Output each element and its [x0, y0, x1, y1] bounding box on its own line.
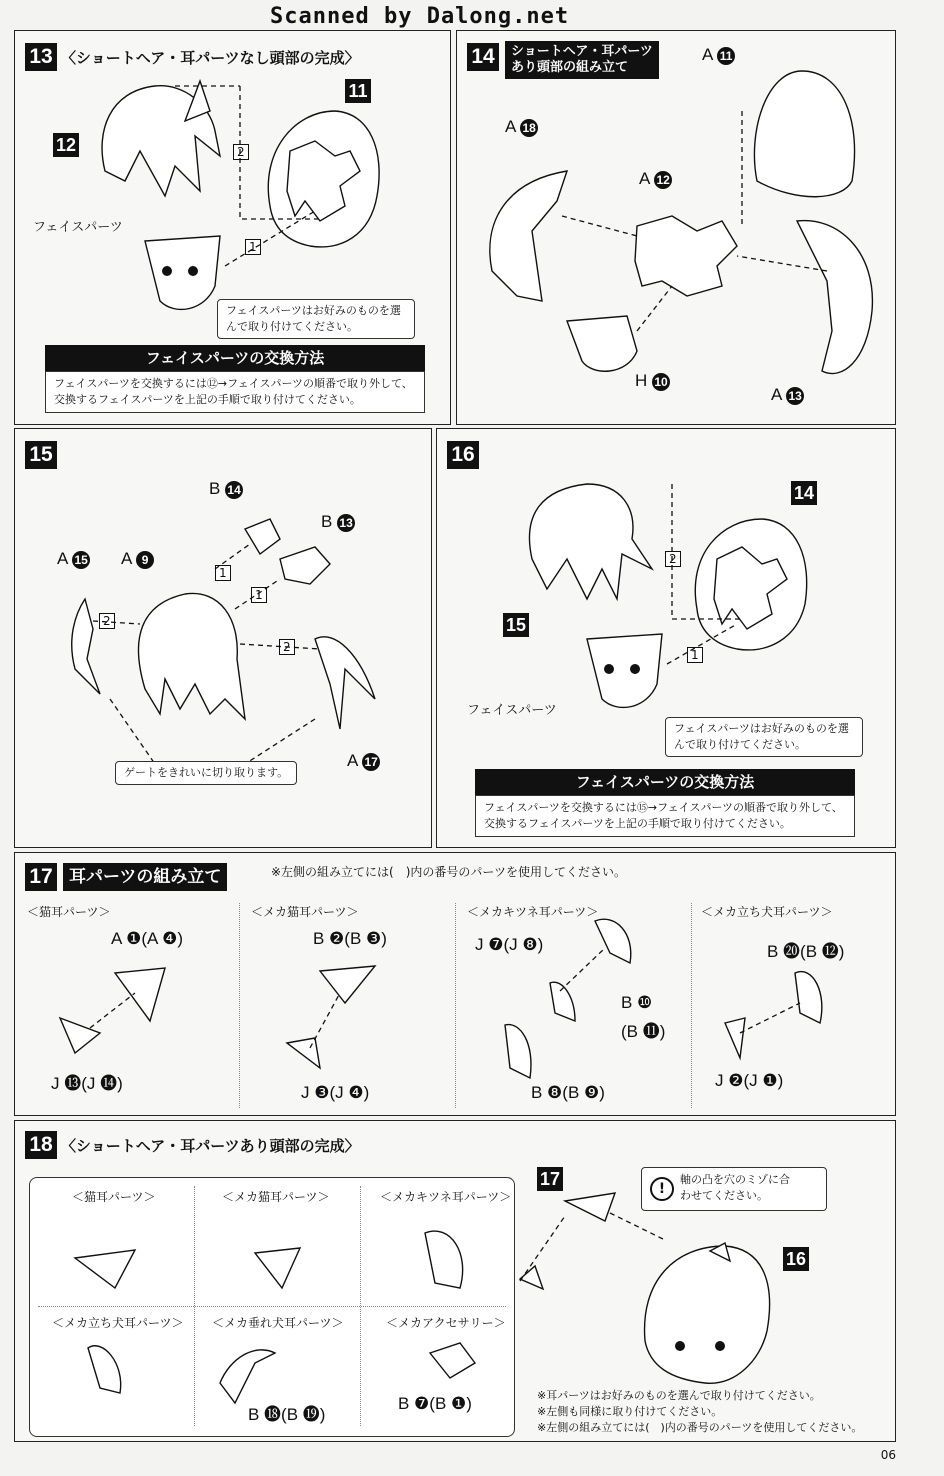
step-13-panel — [14, 30, 451, 425]
column-title: ＜メカ立ち犬耳パーツ＞ — [701, 905, 833, 919]
part-number-17: 17 — [537, 1167, 563, 1191]
swap-method-body: フェイスパーツを交換するには⑫→フェイスパーツの順番で取り外して、交換するフェイスパーツを上記の手順で取り付けてください。 — [45, 371, 425, 413]
step-title-line1: ショートヘア・耳パーツ — [511, 44, 653, 59]
grid-cell-title: ＜メカ垂れ犬耳パーツ＞ — [212, 1316, 344, 1330]
part-number: 14 — [225, 481, 243, 499]
part-number: 13 — [786, 387, 804, 405]
column-title: ＜メカキツネ耳パーツ＞ — [467, 905, 599, 919]
order-1b: 1 — [251, 587, 267, 603]
order-1a: 1 — [215, 565, 231, 581]
step-15-panel — [14, 428, 432, 848]
swap-method-title: フェイスパーツの交換方法 — [475, 769, 855, 795]
face-part-label: フェイスパーツ — [467, 703, 557, 718]
column-mid-part-alt: (B ⓫) — [621, 1022, 666, 1041]
footnote: ※左側の組み立てには( )内の番号のパーツを使用してください。 — [537, 1421, 863, 1434]
part-number-hair: 12 — [53, 133, 79, 157]
column-top-part: B ❷(B ❸) — [313, 929, 387, 948]
grid-cell-title: ＜メカ猫耳パーツ＞ — [222, 1190, 330, 1204]
step-17-panel — [14, 852, 896, 1116]
caution-icon: ! — [650, 1177, 674, 1201]
part-sprue: B — [321, 512, 333, 531]
part-sprue: H — [635, 371, 648, 390]
step-17-illustration — [15, 853, 897, 1117]
column-mid-part: B ❿ — [621, 993, 653, 1012]
order-2: 2 — [665, 551, 681, 567]
swap-method-body: フェイスパーツを交換するには⑮→フェイスパーツの順番で取り外して、交換するフェイスパーツを上記の手順で取り付けてください。 — [475, 795, 855, 837]
part-number: 13 — [337, 514, 355, 532]
step-14-panel — [456, 30, 896, 425]
step-number: 13 — [25, 43, 57, 71]
part-sprue: B — [209, 479, 221, 498]
grid-cell-part: B ❼(B ❶) — [398, 1394, 472, 1413]
part-number: 15 — [72, 551, 90, 569]
step-15-illustration — [15, 429, 433, 849]
part-sprue: A — [121, 549, 132, 568]
part-number: 11 — [717, 47, 735, 65]
part-number-head: 14 — [791, 481, 817, 505]
part-number: 10 — [652, 373, 670, 391]
order-2: 2 — [233, 144, 249, 160]
part-sprue: A — [771, 385, 782, 404]
step-number: 15 — [25, 441, 57, 469]
part-number-16: 16 — [783, 1247, 809, 1271]
part-number: 18 — [520, 119, 538, 137]
order-1: 1 — [687, 647, 703, 663]
step-number: 17 — [25, 863, 57, 891]
column-bottom-part: J ❸(J ❹) — [301, 1083, 370, 1102]
step-16-panel — [436, 428, 896, 848]
grid-cell-title: ＜猫耳パーツ＞ — [72, 1190, 156, 1204]
column-title: ＜猫耳パーツ＞ — [27, 905, 111, 919]
step-title: 〈ショートヘア・耳パーツあり頭部の完成〉 — [61, 1137, 360, 1155]
step-title: 耳パーツの組み立て — [63, 863, 227, 891]
part-sprue: A — [57, 549, 68, 568]
order-1: 1 — [245, 239, 261, 255]
column-title: ＜メカ猫耳パーツ＞ — [251, 905, 359, 919]
column-top-part: A ❶(A ❹) — [111, 929, 184, 948]
step-title: 〈ショートヘア・耳パーツなし頭部の完成〉 — [61, 49, 360, 67]
face-part-note: フェイスパーツはお好みのものを選んで取り付けてください。 — [665, 717, 863, 757]
grid-cell-title: ＜メカアクセサリー＞ — [386, 1316, 506, 1330]
step-number: 16 — [447, 441, 479, 469]
swap-method-title: フェイスパーツの交換方法 — [45, 345, 425, 371]
face-part-note: フェイスパーツはお好みのものを選んで取り付けてください。 — [217, 299, 415, 339]
column-bottom-part: B ❽(B ❾) — [531, 1083, 605, 1102]
part-number-hair: 15 — [503, 613, 529, 637]
page-number: 06 — [880, 1448, 896, 1462]
scanner-watermark: Scanned by Dalong.net — [270, 4, 570, 29]
part-sprue: A — [347, 751, 358, 770]
step-number: 14 — [467, 43, 499, 71]
face-part-label: フェイスパーツ — [33, 220, 123, 235]
order-2a: 2 — [99, 613, 115, 629]
part-sprue: A — [505, 117, 516, 136]
part-sprue: A — [702, 45, 713, 64]
caution-text: 軸の凸を穴のミゾに合わせてください。 — [680, 1173, 790, 1202]
footnote: ※左側も同様に取り付けてください。 — [537, 1405, 723, 1418]
step-14-illustration — [457, 31, 897, 426]
gate-note: ゲートをきれいに切り取ります。 — [115, 761, 297, 785]
column-top-part: J ❼(J ❽) — [475, 935, 544, 954]
part-sprue: A — [639, 169, 650, 188]
column-bottom-part: J ❷(J ❶) — [715, 1071, 784, 1090]
step-number: 18 — [25, 1131, 57, 1159]
step-note: ※左側の組み立てには( )内の番号のパーツを使用してください。 — [271, 865, 626, 879]
part-number-head: 11 — [345, 79, 371, 103]
part-number: 12 — [654, 171, 672, 189]
column-bottom-part: J ⓭(J ⓮) — [51, 1074, 123, 1093]
footnote: ※耳パーツはお好みのものを選んで取り付けてください。 — [537, 1389, 821, 1402]
step-18-panel — [14, 1120, 896, 1442]
order-2b: 2 — [279, 639, 295, 655]
grid-cell-part: B ⓲(B ⓳) — [248, 1405, 326, 1424]
column-top-part: B ⓴(B ⓬) — [767, 942, 845, 961]
part-number: 17 — [362, 753, 380, 771]
part-number: 9 — [136, 551, 154, 569]
grid-cell-title: ＜メカ立ち犬耳パーツ＞ — [52, 1316, 184, 1330]
grid-cell-title: ＜メカキツネ耳パーツ＞ — [380, 1190, 512, 1204]
step-title-line2: あり頭部の組み立て — [511, 60, 629, 75]
